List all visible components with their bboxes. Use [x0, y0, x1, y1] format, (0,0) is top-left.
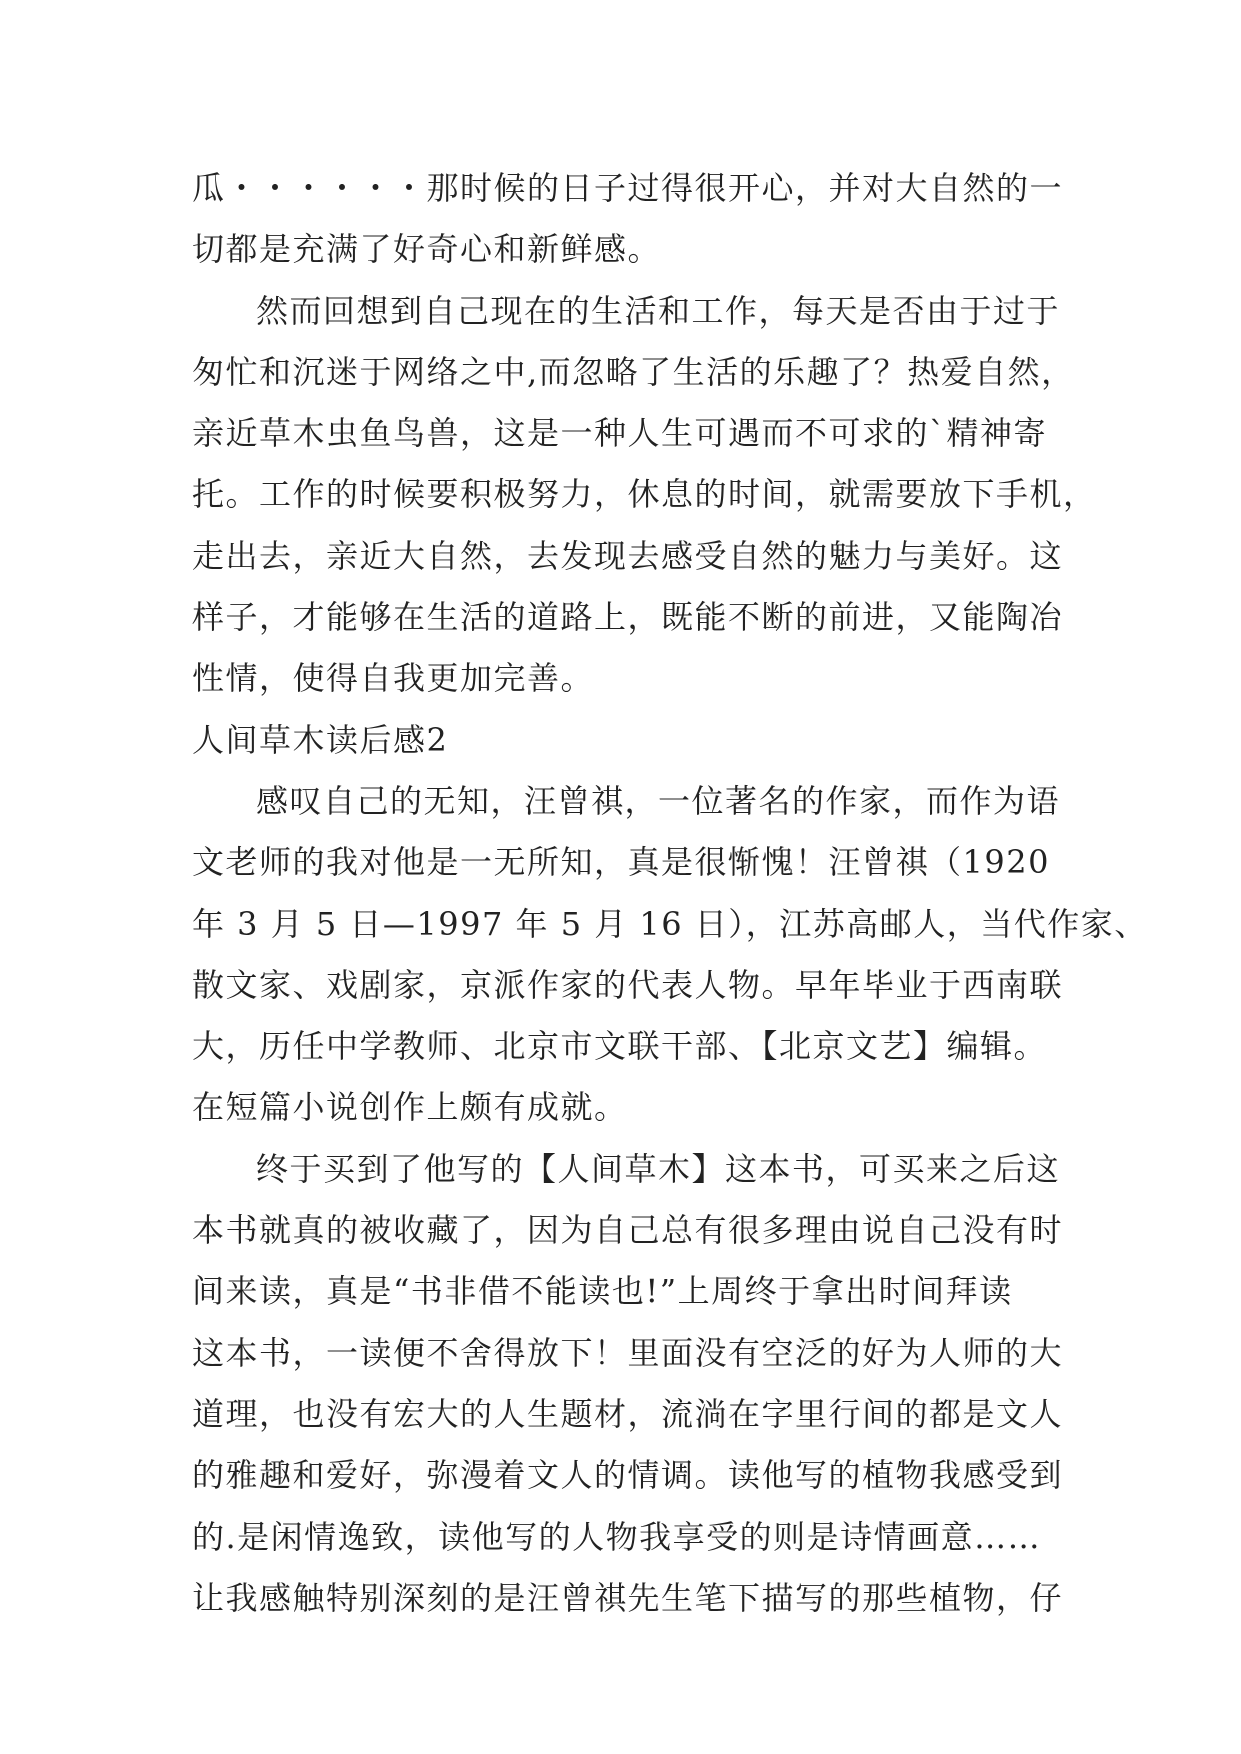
body-text-line: 让我感触特别深刻的是汪曾祺先生笔下描写的那些植物，仔 [192, 1578, 1064, 1617]
body-text-line: 这本书，一读便不舍得放下！里面没有空泛的好为人师的大 [192, 1333, 1064, 1372]
body-text-line: 的雅趣和爱好，弥漫着文人的情调。读他写的植物我感受到 [192, 1456, 1064, 1495]
body-text-line: 走出去，亲近大自然，去发现去感受自然的魅力与美好。这 [192, 536, 1064, 575]
paragraph-first-line: 然而回想到自己现在的生活和工作，每天是否由于过于 [256, 291, 1061, 330]
body-text-line: 样子，才能够在生活的道路上，既能不断的前进，又能陶冶 [192, 598, 1064, 637]
body-text-line: 在短篇小说创作上颇有成就。 [192, 1088, 628, 1127]
paragraph-first-line: 感叹自己的无知，汪曾祺，一位著名的作家，而作为语 [256, 781, 1061, 820]
body-text-line: 的.是闲情逸致，读他写的人物我享受的则是诗情画意…… [192, 1517, 1042, 1556]
body-text-line: 匆忙和沉迷于网络之中,而忽略了生活的乐趣了？热爱自然， [192, 352, 1075, 391]
body-text-line: 散文家、戏剧家，京派作家的代表人物。早年毕业于西南联 [192, 965, 1064, 1004]
section-heading: 人间草木读后感2 [192, 720, 449, 759]
body-text-line: 间来读，真是“书非借不能读也!”上周终于拿出时间拜读 [192, 1272, 1013, 1311]
body-text-line: 瓜・・・・・・那时候的日子过得很开心，并对大自然的一 [192, 169, 1064, 207]
document-body [192, 158, 1148, 1629]
body-text-line: 本书就真的被收藏了，因为自己总有很多理由说自己没有时 [192, 1211, 1064, 1250]
body-text-line: 切都是充满了好奇心和新鲜感。 [192, 230, 662, 269]
body-text-line: 性情，使得自我更加完善。 [192, 659, 595, 698]
body-text-line: 亲近草木虫鱼鸟兽，这是一种人生可遇而不可求的`精神寄 [192, 414, 1048, 453]
paragraph-first-line: 终于买到了他写的【人间草木】这本书，可买来之后这 [256, 1149, 1061, 1188]
body-text-line: 道理，也没有宏大的人生题材，流淌在字里行间的都是文人 [192, 1394, 1064, 1433]
body-text-line: 托。工作的时候要积极努力，休息的时间，就需要放下手机， [192, 475, 1097, 514]
body-text-line: 大，历任中学教师、北京市文联干部、【北京文艺】编辑。 [192, 1027, 1048, 1066]
body-text-line: 文老师的我对他是一无所知，真是很惭愧！汪曾祺（1920 [192, 843, 1050, 882]
body-text-line: 年 3 月 5 日—1997 年 5 月 16 日），江苏高邮人，当代作家、 [192, 904, 1148, 943]
